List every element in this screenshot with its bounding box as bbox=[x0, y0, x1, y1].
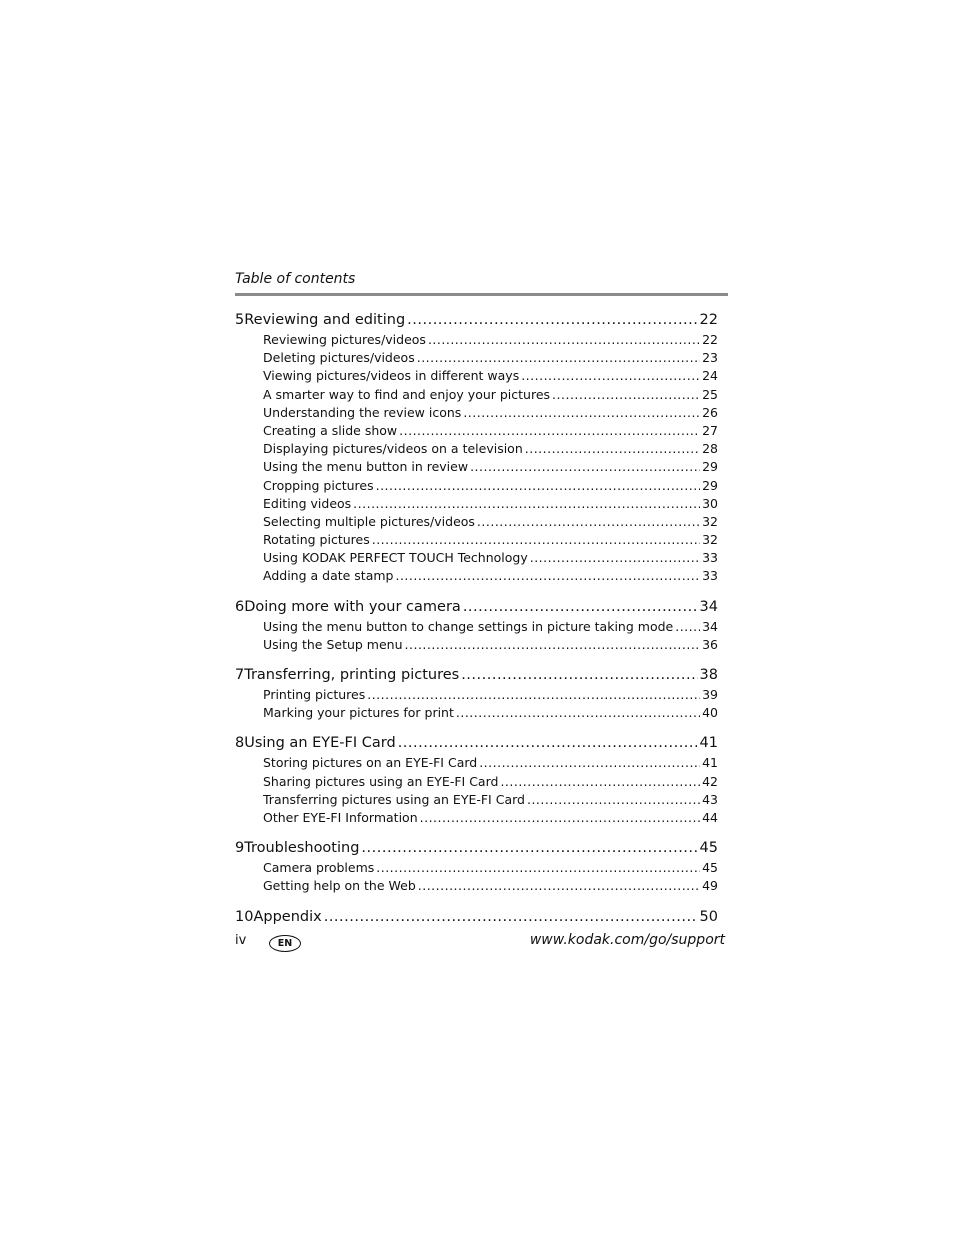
section-title: Viewing pictures/videos in different ways bbox=[263, 368, 520, 384]
toc-section-entry[interactable] bbox=[235, 404, 718, 422]
section-title: Transferring pictures using an EYE-FI Card bbox=[263, 791, 525, 807]
toc-section-entry[interactable] bbox=[235, 331, 718, 349]
toc-section-entry[interactable] bbox=[235, 422, 718, 440]
toc-section-entry[interactable] bbox=[235, 386, 718, 404]
toc-section-entry[interactable] bbox=[235, 349, 718, 367]
toc-chapter-entry[interactable] bbox=[235, 665, 718, 686]
section-title: Selecting multiple pictures/videos bbox=[263, 513, 475, 529]
section-page-number: 29 bbox=[702, 459, 718, 475]
section-title: A smarter way to find and enjoy your pictures bbox=[263, 386, 551, 402]
chapter-page-number: 38 bbox=[699, 667, 718, 683]
section-title: Printing pictures bbox=[263, 687, 366, 702]
section-title: Displaying pictures/videos on a television bbox=[263, 441, 523, 457]
section-page-number: 33 bbox=[702, 568, 718, 584]
toc-section-entry[interactable] bbox=[235, 686, 718, 704]
toc-chapter bbox=[235, 665, 718, 722]
toc-section-entry[interactable] bbox=[235, 754, 718, 772]
dot-leader bbox=[376, 859, 700, 877]
footer-page-number: iv bbox=[235, 933, 247, 948]
dot-leader bbox=[376, 477, 701, 495]
dot-leader bbox=[477, 513, 700, 531]
section-page-number: 25 bbox=[702, 386, 718, 402]
section-title: Understanding the review icons bbox=[263, 404, 462, 420]
toc-section-entry[interactable] bbox=[235, 495, 718, 513]
chapter-page-number: 22 bbox=[699, 312, 718, 328]
toc-section-entry[interactable] bbox=[235, 567, 718, 585]
dot-leader bbox=[407, 310, 697, 331]
section-page-number: 22 bbox=[702, 332, 718, 347]
section-page-number: 41 bbox=[702, 755, 718, 771]
toc-section-entry[interactable] bbox=[235, 440, 718, 458]
chapter-number: 7 bbox=[235, 667, 245, 683]
chapter-number: 9 bbox=[235, 840, 245, 857]
chapter-title: Appendix bbox=[253, 908, 322, 925]
section-page-number: 49 bbox=[702, 878, 718, 894]
chapter-page-number: 45 bbox=[699, 840, 718, 857]
dot-leader bbox=[525, 440, 700, 458]
section-title: Camera problems bbox=[263, 860, 375, 876]
chapter-page-number: 50 bbox=[699, 908, 718, 925]
section-page-number: 45 bbox=[702, 860, 718, 876]
chapter-title: Reviewing and editing bbox=[244, 312, 406, 328]
dot-leader bbox=[324, 907, 698, 928]
chapter-page-number: 34 bbox=[699, 598, 718, 615]
toc-chapter-entry[interactable] bbox=[235, 310, 718, 331]
toc-section-entry[interactable] bbox=[235, 773, 718, 791]
dot-leader bbox=[552, 386, 700, 404]
dot-leader bbox=[675, 618, 700, 636]
section-title: Rotating pictures bbox=[263, 532, 370, 548]
section-title: Using the Setup menu bbox=[263, 636, 403, 652]
section-title: Using the menu button in review bbox=[263, 459, 469, 475]
section-title: Creating a slide show bbox=[263, 422, 398, 438]
toc-section-entry[interactable] bbox=[235, 859, 718, 877]
dot-leader bbox=[367, 686, 700, 704]
chapter-title: Troubleshooting bbox=[244, 840, 360, 857]
toc-chapter-entry[interactable] bbox=[235, 597, 718, 618]
toc-chapter bbox=[235, 907, 718, 928]
section-title: Editing videos bbox=[263, 495, 352, 511]
section-title: Getting help on the Web bbox=[263, 878, 416, 894]
dot-leader bbox=[461, 665, 697, 686]
toc-section-entry[interactable] bbox=[235, 458, 718, 476]
dot-leader bbox=[530, 549, 700, 567]
toc-chapter bbox=[235, 838, 718, 895]
toc-chapter-entry[interactable] bbox=[235, 907, 718, 928]
dot-leader bbox=[398, 733, 698, 754]
section-title: Storing pictures on an EYE-FI Card bbox=[263, 755, 478, 771]
section-title: Cropping pictures bbox=[263, 477, 374, 493]
dot-leader bbox=[456, 704, 700, 722]
toc-section-entry[interactable] bbox=[235, 531, 718, 549]
chapter-page-number: 41 bbox=[699, 735, 718, 752]
footer-support-link[interactable]: www.kodak.com/go/support bbox=[529, 932, 725, 948]
toc-section-entry[interactable] bbox=[235, 618, 718, 636]
chapter-number: 6 bbox=[235, 598, 245, 615]
dot-leader bbox=[353, 495, 700, 513]
chapter-number: 8 bbox=[235, 735, 245, 752]
section-page-number: 39 bbox=[702, 687, 718, 702]
section-page-number: 27 bbox=[702, 422, 718, 438]
dot-leader bbox=[527, 791, 700, 809]
header-divider bbox=[235, 293, 728, 296]
dot-leader bbox=[418, 877, 700, 895]
toc-chapter-entry[interactable] bbox=[235, 838, 718, 859]
section-title: Using the menu button to change settings in picture taking mode bbox=[263, 618, 674, 634]
section-page-number: 33 bbox=[702, 550, 718, 566]
toc-section-entry[interactable] bbox=[235, 549, 718, 567]
chapter-title: Transferring, printing pictures bbox=[244, 667, 460, 683]
dot-leader bbox=[361, 838, 697, 859]
chapter-number: 5 bbox=[235, 312, 245, 328]
section-title: Sharing pictures using an EYE-FI Card bbox=[263, 773, 499, 789]
section-title: Other EYE-FI Information bbox=[263, 809, 418, 825]
dot-leader bbox=[405, 636, 701, 654]
language-badge: EN bbox=[269, 935, 301, 952]
section-title: Adding a date stamp bbox=[263, 568, 394, 584]
page-header-title: Table of contents bbox=[235, 271, 356, 287]
section-page-number: 42 bbox=[702, 773, 718, 789]
toc-section-entry[interactable] bbox=[235, 477, 718, 495]
section-page-number: 26 bbox=[702, 404, 718, 420]
section-title: Using KODAK PERFECT TOUCH Technology bbox=[263, 550, 528, 566]
chapter-title: Doing more with your camera bbox=[244, 598, 461, 615]
toc-section-entry[interactable] bbox=[235, 704, 718, 722]
dot-leader bbox=[470, 458, 700, 476]
section-title: Marking your pictures for print bbox=[263, 705, 454, 721]
dot-leader bbox=[500, 773, 700, 791]
section-page-number: 34 bbox=[702, 618, 718, 634]
section-title: Deleting pictures/videos bbox=[263, 350, 415, 366]
section-page-number: 30 bbox=[702, 495, 718, 511]
table-of-contents bbox=[235, 310, 718, 928]
toc-chapter bbox=[235, 597, 718, 654]
chapter-number: 10 bbox=[235, 908, 254, 925]
toc-chapter bbox=[235, 733, 718, 827]
toc-section-entry[interactable] bbox=[235, 513, 718, 531]
section-page-number: 44 bbox=[702, 809, 718, 825]
toc-section-entry[interactable] bbox=[235, 809, 718, 827]
section-page-number: 40 bbox=[702, 705, 718, 721]
toc-section-entry[interactable] bbox=[235, 791, 718, 809]
dot-leader bbox=[372, 531, 700, 549]
dot-leader bbox=[463, 404, 700, 422]
section-page-number: 24 bbox=[702, 368, 718, 384]
dot-leader bbox=[420, 809, 700, 827]
section-page-number: 29 bbox=[702, 477, 718, 493]
section-title: Reviewing pictures/videos bbox=[263, 332, 426, 347]
dot-leader bbox=[417, 349, 700, 367]
toc-chapter bbox=[235, 310, 718, 586]
section-page-number: 32 bbox=[702, 513, 718, 529]
section-page-number: 28 bbox=[702, 441, 718, 457]
section-page-number: 36 bbox=[702, 636, 718, 652]
dot-leader bbox=[428, 331, 700, 349]
section-page-number: 43 bbox=[702, 791, 718, 807]
dot-leader bbox=[463, 597, 698, 618]
dot-leader bbox=[521, 367, 700, 385]
toc-section-entry[interactable] bbox=[235, 877, 718, 895]
dot-leader bbox=[399, 422, 700, 440]
toc-section-entry[interactable] bbox=[235, 367, 718, 385]
dot-leader bbox=[479, 754, 700, 772]
dot-leader bbox=[395, 567, 700, 585]
section-page-number: 23 bbox=[702, 350, 718, 366]
toc-chapter-entry[interactable] bbox=[235, 733, 718, 754]
toc-section-entry[interactable] bbox=[235, 636, 718, 654]
chapter-title: Using an EYE-FI Card bbox=[244, 735, 396, 752]
section-page-number: 32 bbox=[702, 532, 718, 548]
